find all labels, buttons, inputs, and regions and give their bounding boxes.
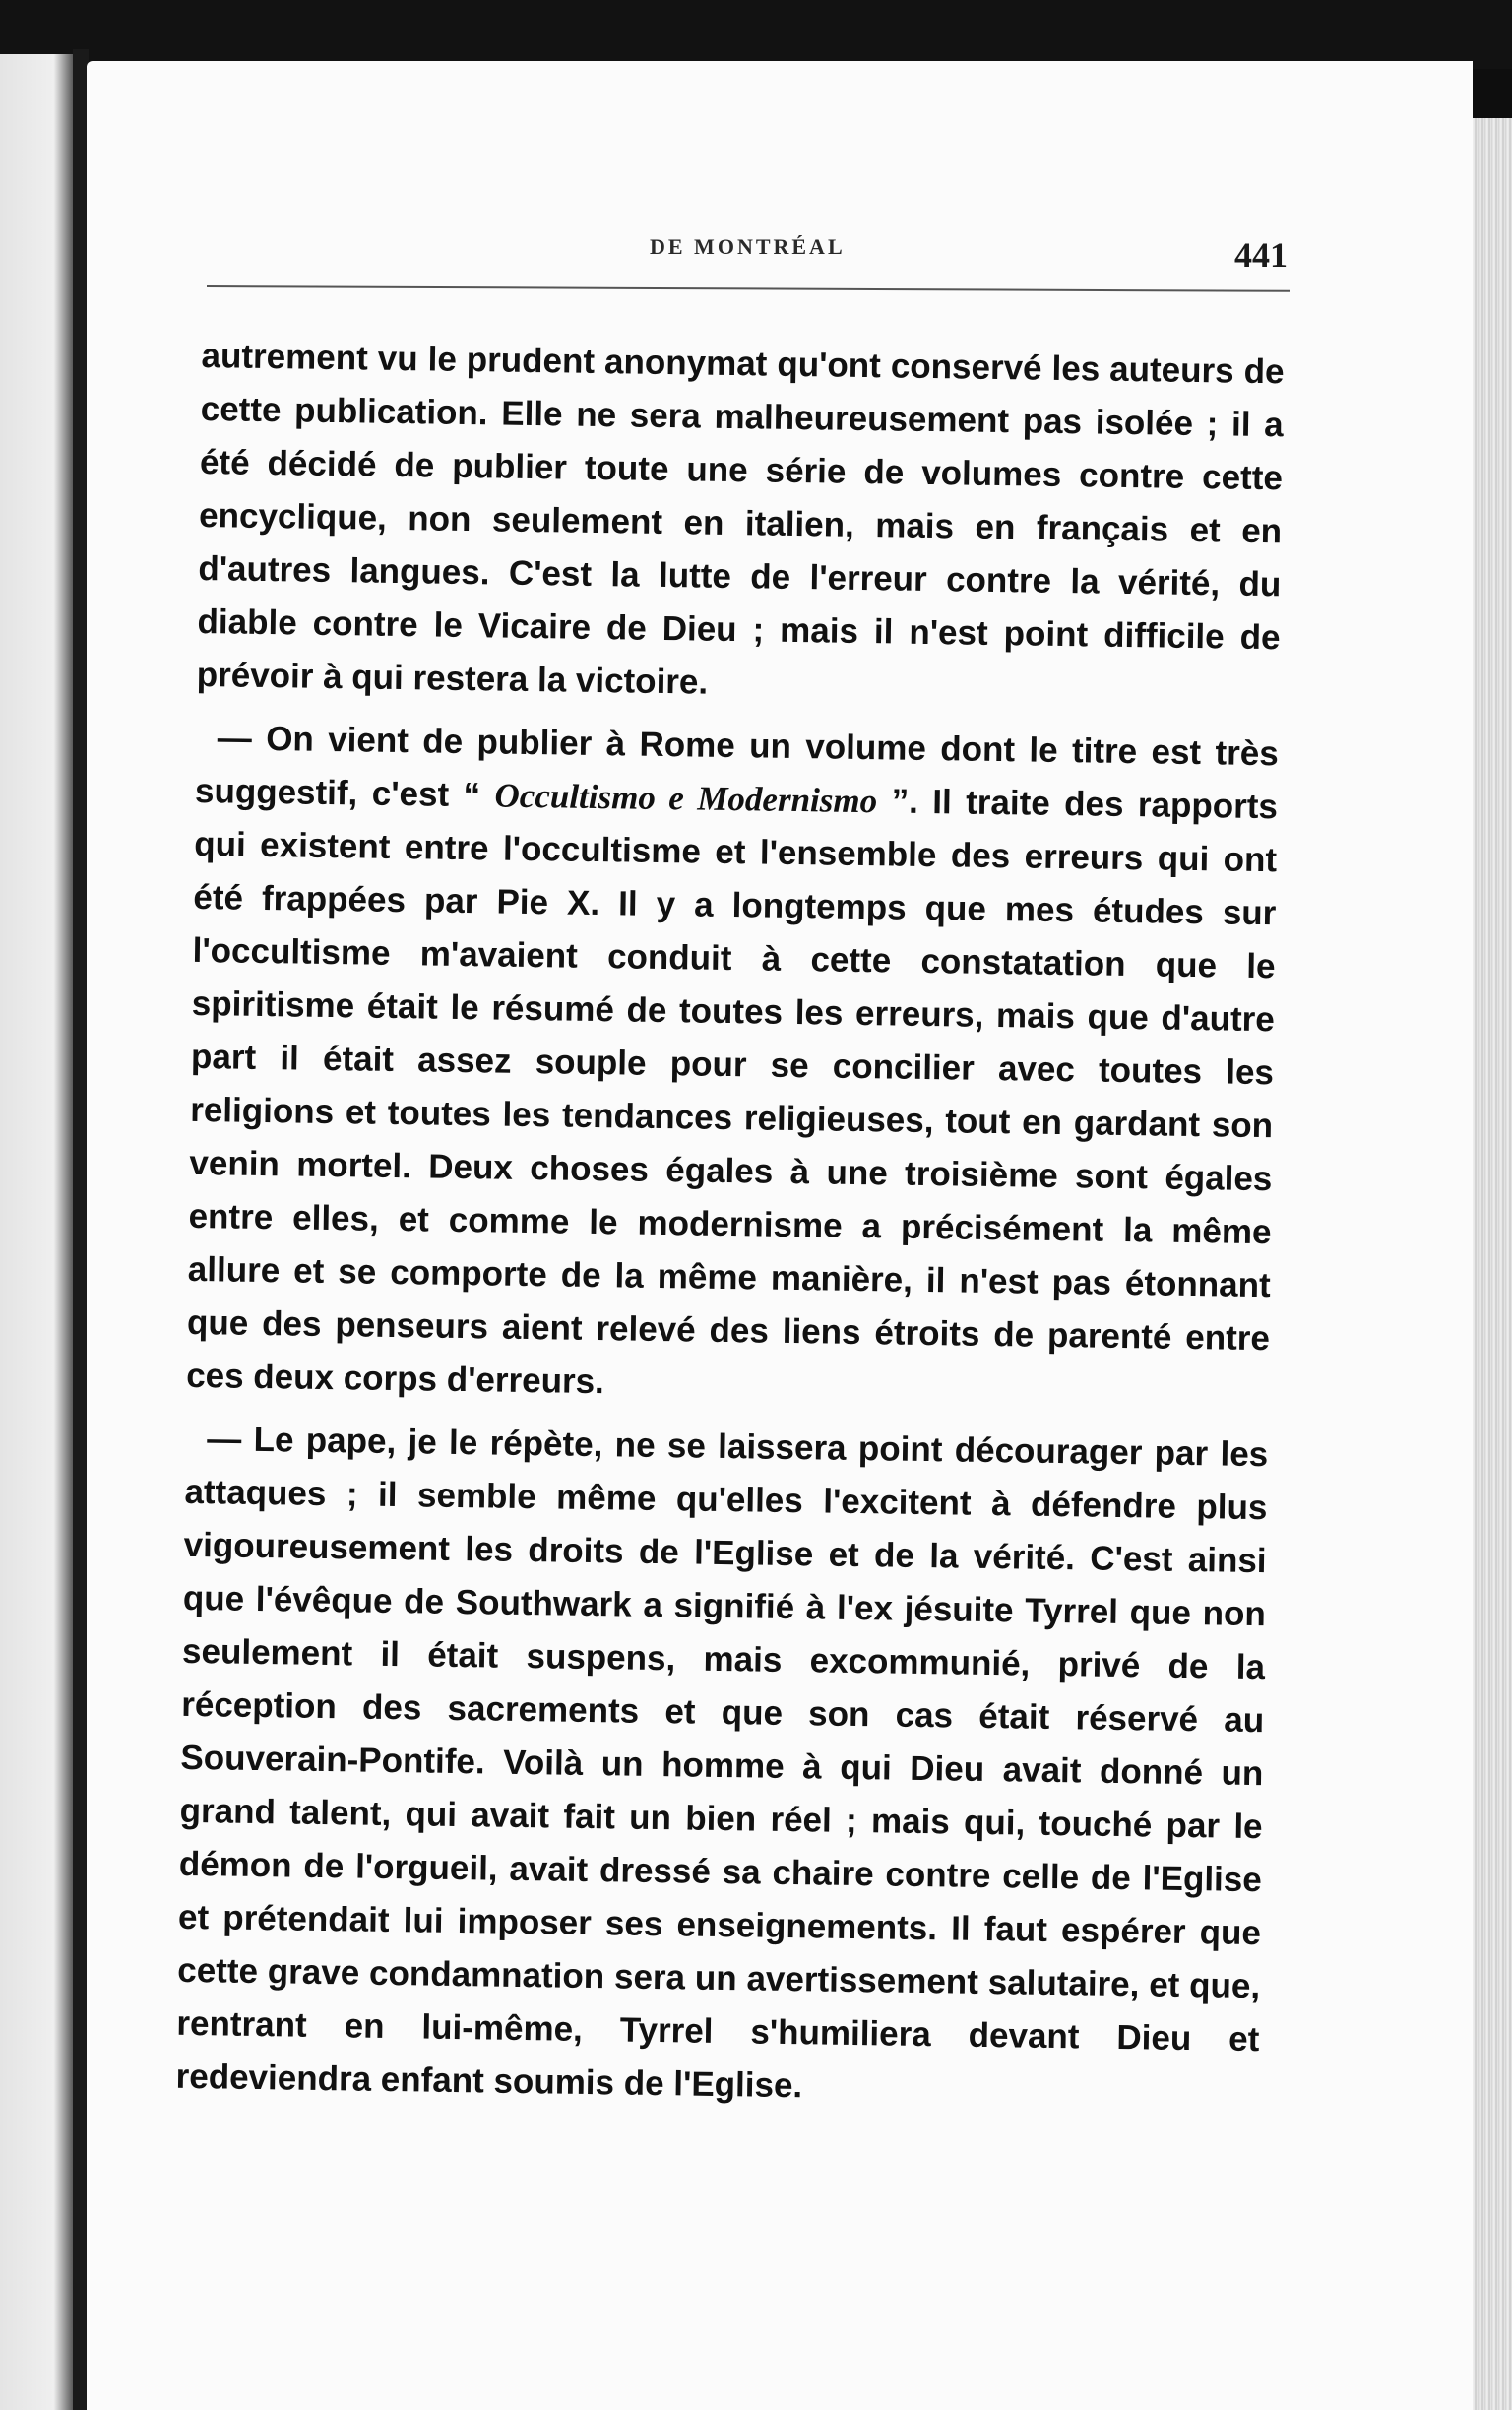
paragraph-3: — Le pape, je le répète, ne se laissera point décourager par les attaques ; il semble même qu'elles l'excitent à défendre plus vigoureusement les droits de l'Eglise et de la vérité. C'est ainsi que l'évêque de Southwark a signifié à l'ex jésuite Tyrrel que non seulement il était suspens, mais excommunié, privé de la réception des sacrements et que son cas était réservé au Souverain-Pontife. Voilà un homme à qui Dieu avait donné un grand talent, qui avait fait un bien réel ; mais qui, touché par le démon de l'orgueil, avait dressé sa chaire contre celle de l'Eglise et prétendait lui imposer ses enseignements. Il faut espérer que cette grave condamnation sera un avertissement salutaire, et que, rentrant en lui-même, Tyrrel s'humiliera devant Dieu et redeviendra enfant soumis de l'Eglise. bbox=[175, 1420, 1269, 2106]
facing-page-edge bbox=[0, 54, 77, 2410]
body-text bbox=[175, 330, 1285, 2120]
paragraph-2 bbox=[186, 712, 1279, 1419]
book-title: Occultismo e Modernismo bbox=[494, 776, 878, 821]
running-head: DE MONTRÉAL bbox=[650, 234, 846, 259]
page-number: 441 bbox=[1234, 235, 1288, 275]
paragraph-2-rest: ”. Il traite des rapports qui existent entre l'occultisme et l'ensemble des erreurs qui ont été frappées par Pie X. Il y a longtemps que mes études sur l'occultisme m'avaient conduit à cette constatation que le spiritisme était le résumé de toutes les erreurs, mais que d'autre part il était assez souple pour se concilier avec toutes les religions et toutes les tendances religieuses, tout en gardant son venin mortel. Deux choses égales à une troisième sont égales entre elles, et comme le modernisme a précisément la même allure et se comporte de la même manière, il n'est pas étonnant que des penseurs aient relevé des liens étroits de parenté entre ces deux corps d'erreurs. bbox=[185, 782, 1279, 1402]
paragraph-1: autrement vu le prudent anonymat qu'ont conservé les auteurs de cette publication. Elle ne sera malheureusement pas isolée ; il a été décidé de publier toute une série de volumes contre cette encyclique, non seulement en italien, mais en français et en d'autres langues. C'est la lutte de l'erreur contre la vérité, du diable contre le Vicaire de Dieu ; mais il n'est point difficile de prévoir à qui restera la victoire. bbox=[196, 336, 1285, 702]
paragraph-2-start: — On vient de publier à Rome un volume dont le titre est très suggestif, c'est “ bbox=[194, 719, 1280, 815]
scan-background bbox=[0, 0, 1512, 69]
